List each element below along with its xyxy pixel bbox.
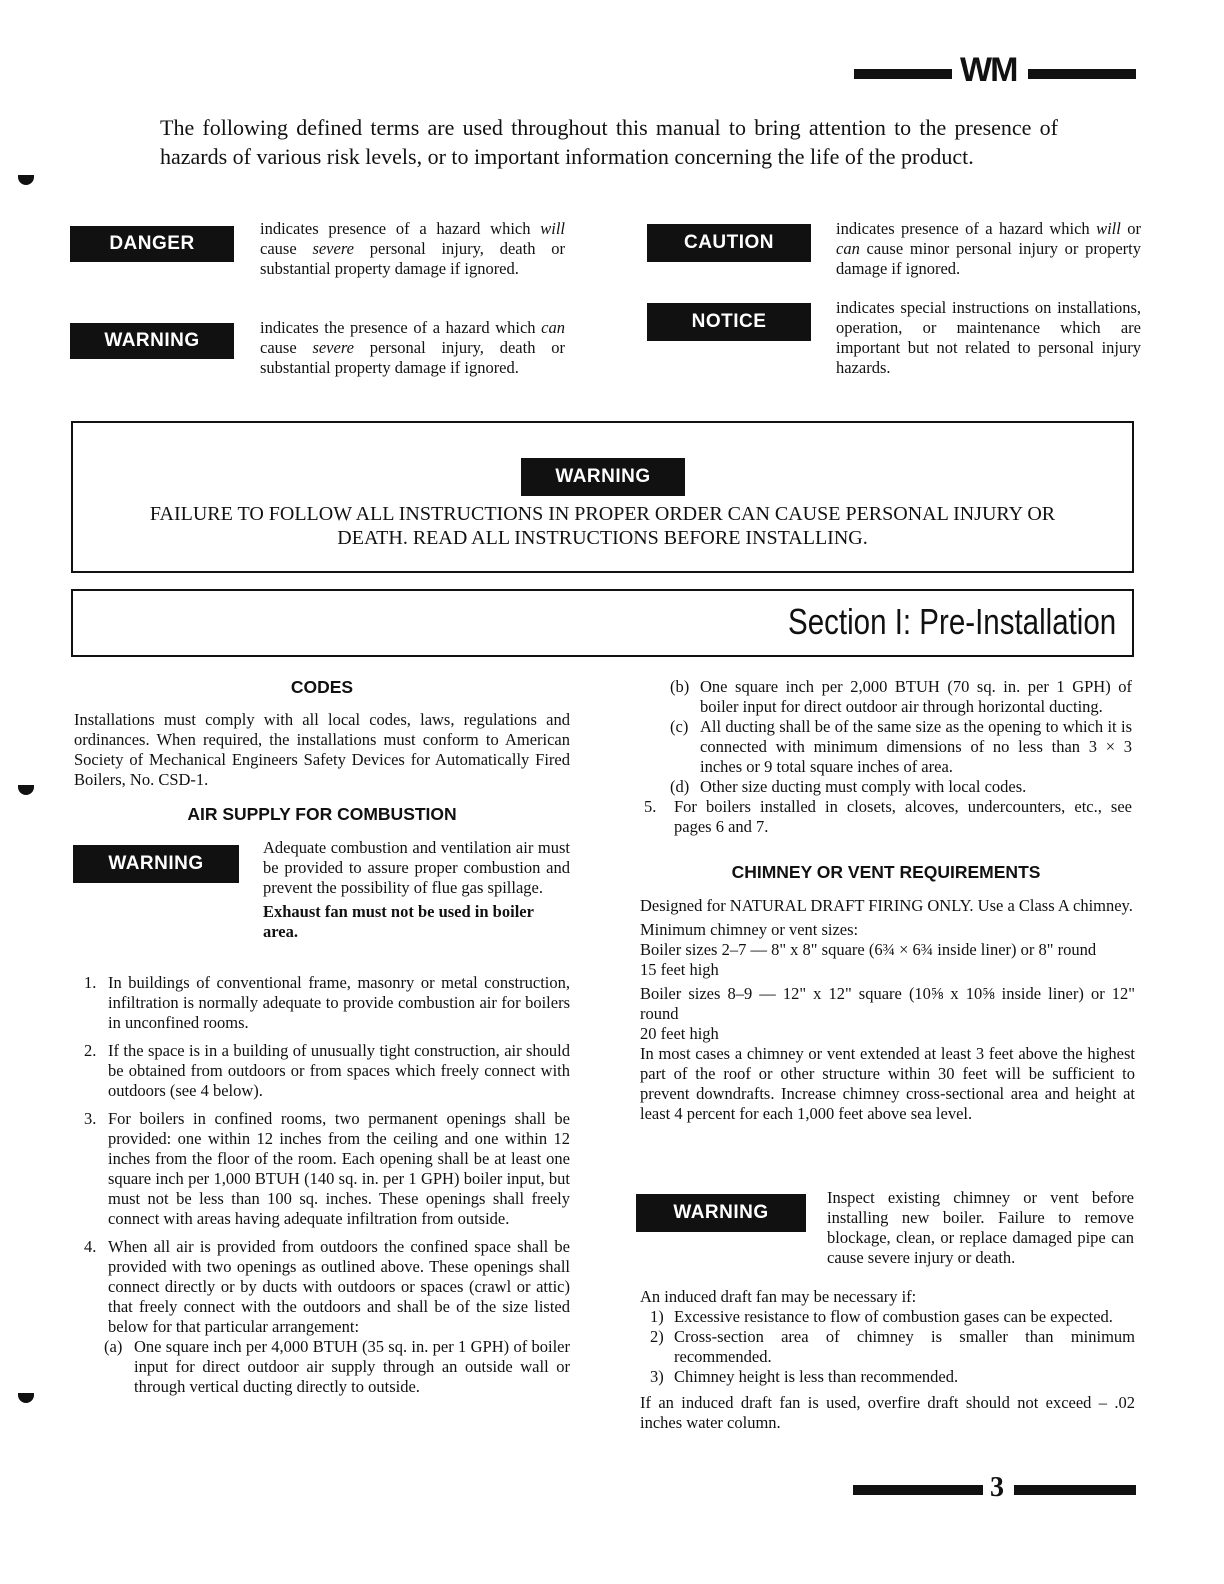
list-item: 3) Chimney height is less than recommended.: [650, 1367, 959, 1386]
binder-tab-mark: [18, 1393, 34, 1403]
chimney-heading: CHIMNEY OR VENT REQUIREMENTS: [731, 862, 1041, 882]
sub-item: (a) One square inch per 4,000 BTUH (35 sq. in. per 1 GPH) of boiler input for direct outdoor air supply through an outside wall or through vertical ducting directly to outside.: [104, 1337, 570, 1396]
page-number: 3: [990, 1472, 1004, 1503]
caution-definition: indicates presence of a hazard which will or can cause minor personal injury or property damage if ignored.: [836, 219, 1141, 278]
main-warning-label: WARNING: [521, 458, 685, 496]
list-item: 1) Excessive resistance to flow of combustion gases can be expected.: [650, 1307, 1113, 1326]
section-title: Section I: Pre-Installation: [787, 601, 1116, 642]
ducting-list: [640, 677, 1132, 837]
list-item: 2) Cross-section area of chimney is smaller than minimum recommended.: [650, 1327, 1135, 1366]
sub-item: (c) All ducting shall be of the same size as the opening to which it is connected with minimum dimensions of no less than 3 × 3 inches or 9 total square inches of area.: [670, 717, 1132, 776]
header-bar-left: [854, 69, 952, 79]
main-warning-line2: DEATH. READ ALL INSTRUCTIONS BEFORE INSTALLING.: [337, 527, 868, 549]
caution-label: CAUTION: [647, 224, 811, 262]
danger-definition: indicates presence of a hazard which will cause severe personal injury, death or substantial property damage if ignored.: [260, 219, 565, 278]
air-supply-list: [74, 973, 570, 1397]
list-item: 1. In buildings of conventional frame, masonry or metal construction, infiltration is normally adequate to provide combustion air for boilers in unconfined rooms.: [84, 973, 570, 1032]
brand-logo: WM: [960, 51, 1017, 89]
sub-item: (b) One square inch per 2,000 BTUH (70 sq. in. per 1 GPH) of boiler input for direct outdoor air through horizontal ducting.: [670, 677, 1132, 716]
notice-label: NOTICE: [647, 303, 811, 341]
induced-fan-section: An induced draft fan may be necessary if: 1) Excessive resistance to flow of combustion gases can be expected. 2) Cross-section area of chimney is smaller than minimum recommended. 3) Chimney height is less than recommended. If an induced draft fan is used, overfire draft should not exceed – .02 inches water column.: [640, 1287, 1135, 1432]
main-warning-box: [71, 421, 1134, 573]
list-item: 5. For boilers installed in closets, alcoves, undercounters, etc., see pages 6 and 7.: [644, 797, 1132, 836]
air-supply-heading: AIR SUPPLY FOR COMBUSTION: [187, 804, 457, 824]
notice-definition: indicates special instructions on installations, operation, or maintenance which are important but not related to personal injury hazards.: [836, 298, 1141, 377]
list-item: 4. When all air is provided from outdoors the confined space shall be provided with two openings as outlined above. These openings shall connect directly or by ducts with outdoors or spaces (crawl or attic) that freely connect with the outdoors and shall be of the size listed below for that particular arrangement:: [84, 1237, 570, 1336]
danger-label: DANGER: [70, 226, 234, 262]
chimney-text: Designed for NATURAL DRAFT FIRING ONLY. Use a Class A chimney. Minimum chimney or vent sizes: Boiler sizes 2–7 — 8" x 8" square (6¾ × 6¾ inside liner) or 8" round 15 feet high Boiler sizes 8–9 — 12" x 12" square (10⅝ x 10⅝ inside liner) or 12" round 20 feet high In most cases a chimney or vent extended at least 3 feet above the highest part of the roof or other structure within 30 feet will be sufficient to prevent downdrafts. Increase chimney cross-sectional area and height at least 4 percent for each 1,000 feet above sea level.: [640, 896, 1135, 1123]
warning-label: WARNING: [70, 323, 234, 359]
main-warning-line1: FAILURE TO FOLLOW ALL INSTRUCTIONS IN PROPER ORDER CAN CAUSE PERSONAL INJURY OR: [149, 503, 1056, 525]
chimney-warning-text: Inspect existing chimney or vent before installing new boiler. Failure to remove blockage, clean, or replace damaged pipe can cause severe injury or death.: [827, 1188, 1134, 1267]
footer-bar-right: [1014, 1485, 1136, 1495]
sub-item: (d) Other size ducting must comply with local codes.: [670, 777, 1027, 796]
list-item: 3. For boilers in confined rooms, two permanent openings shall be provided: one within 12 inches from the ceiling and one within 12 inches from the floor of the room. Each opening shall be at least one square inch per 1,000 BTUH (140 sq. in. per 1 GPH) boiler input, but must not be less than 100 sq. inches. These openings shall freely connect with areas having adequate infiltration from outside.: [84, 1109, 570, 1228]
air-warning-text: Adequate combustion and ventilation air must be provided to assure proper combustion and prevent the possibility of flue gas spillage. Exhaust fan must not be used in boiler area.: [263, 838, 570, 941]
binder-tab-mark: [18, 175, 34, 185]
binder-tab-mark: [18, 785, 34, 795]
codes-paragraph: Installations must comply with all local codes, laws, regulations and ordinances. When required, the installations must conform to American Society of Mechanical Engineers Safety Devices for Automatically Fired Boilers, No. CSD-1.: [74, 710, 570, 789]
list-item: 2. If the space is in a building of unusually tight construction, air should be obtained from outdoors or from spaces which freely connect with outdoors (see 4 below).: [84, 1041, 570, 1100]
chimney-warning-label: WARNING: [636, 1194, 806, 1232]
intro-paragraph: The following defined terms are used throughout this manual to bring attention to the presence of hazards of various risk levels, or to important information concerning the life of the product.: [160, 115, 1058, 169]
header-bar-right: [1028, 69, 1136, 79]
footer-bar-left: [853, 1485, 983, 1495]
codes-heading: CODES: [290, 677, 354, 697]
air-warning-label: WARNING: [73, 845, 239, 883]
warning-definition: indicates the presence of a hazard which can cause severe personal injury, death or substantial property damage if ignored.: [260, 318, 565, 377]
